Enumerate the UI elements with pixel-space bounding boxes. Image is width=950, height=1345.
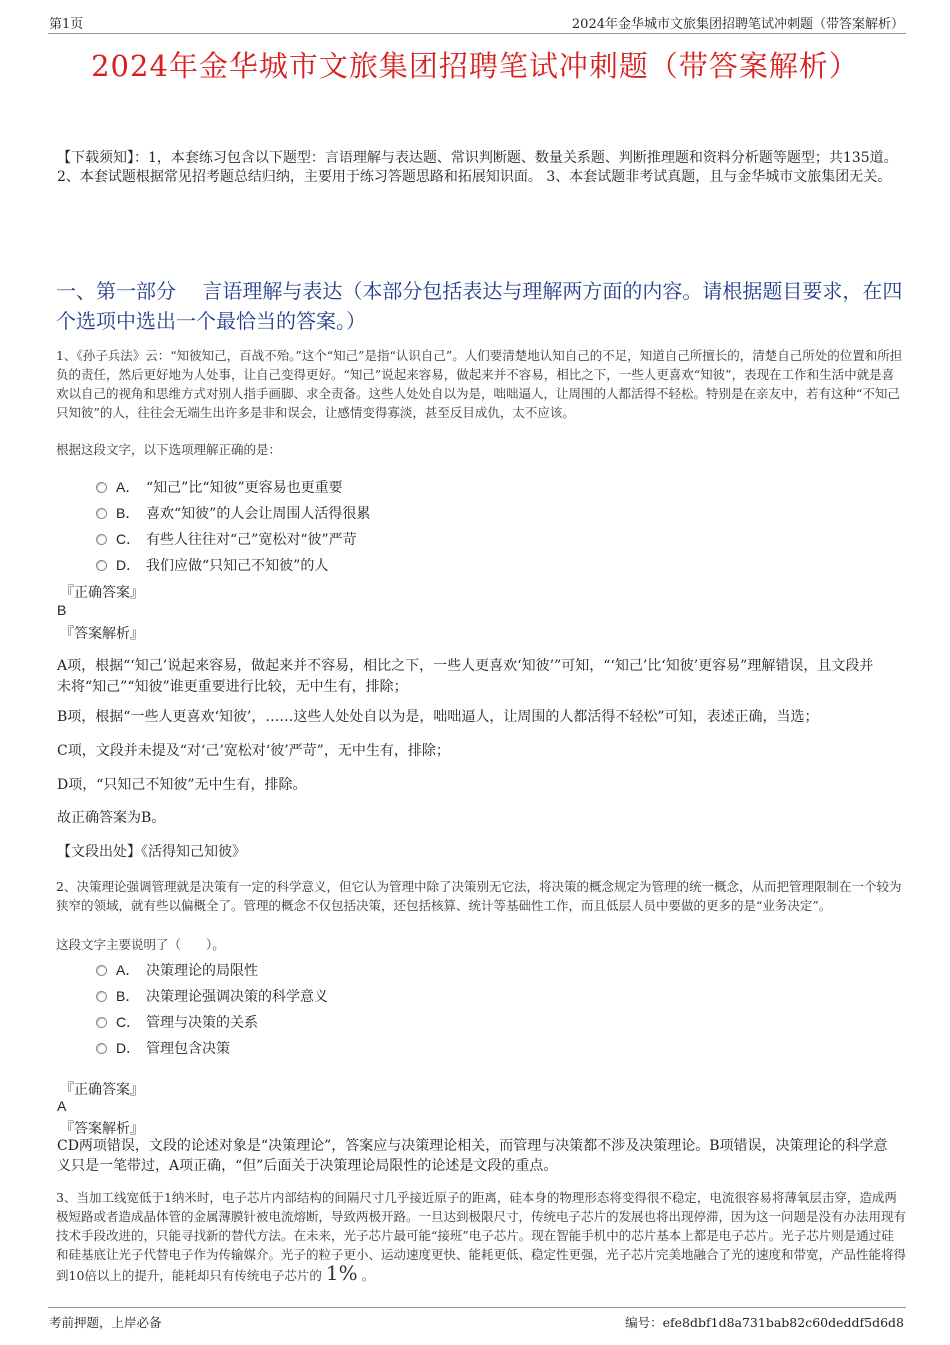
- q2-option-a[interactable]: [96, 960, 258, 980]
- question-1-prompt: 根据这段文字，以下选项理解正确的是：: [56, 442, 282, 457]
- radio-icon[interactable]: [96, 508, 107, 519]
- option-text: 决策理论的局限性: [146, 963, 258, 979]
- option-text: “知己”比“知彼”更容易也更重要: [146, 480, 343, 496]
- option-text: 有些人往往对“己”宽松对“彼”严苛: [146, 532, 357, 548]
- radio-icon[interactable]: [96, 1017, 107, 1028]
- option-letter: C．: [116, 531, 141, 547]
- option-text: 管理与决策的关系: [146, 1015, 258, 1031]
- option-letter: D．: [116, 1040, 141, 1056]
- question-1-stem: 1、《孙子兵法》云：“知彼知己，百战不殆。”这个“知己”是指“认识自己”。人们要清楚地认知自己的不足，知道自己所擅长的，清楚自己所处的位置和所担负的责任，然后更好地为人处事，让自己变得更好。“知己”说起来容易，做起来并不容易，相比之下，一些人更喜欢“知彼”，表现在工作和生活中就是喜欢以自己的视角和思维方式对别人指手画脚、求全责备。这些人处处自以为是，咄咄逼人，让周围的人都活得不轻松。特别是在亲友中，若有这种“不知己只知彼”的人，往往会无端生出许多是非和误会，让感情变得寡淡，甚至反目成仇，太不应该。: [56, 348, 903, 420]
- answer-value: B: [57, 602, 67, 618]
- download-notice: 【下载须知】：1，本套练习包含以下题型：言语理解与表达题、常识判断题、数量关系题、判断推理题和资料分析题等题型；共135道。 2、本套试题根据常见招考题总结归纳，主要用于练习答题思路和拓展知识面。 3、本套试题非考试真题，且与金华城市文旅集团无关。: [57, 150, 898, 185]
- question-3-end: 。: [361, 1268, 375, 1283]
- option-letter: A．: [116, 962, 140, 978]
- answer-label: 『正确答案』: [60, 585, 144, 601]
- source-citation: 【文段出处】《活得知己知彼》: [57, 844, 246, 860]
- option-letter: B．: [116, 505, 140, 521]
- q2-option-d[interactable]: [96, 1038, 230, 1058]
- q2-option-c[interactable]: [96, 1012, 258, 1032]
- answer-label: 『正确答案』: [60, 1082, 144, 1098]
- q1-option-a[interactable]: [96, 477, 343, 497]
- header-divider: [48, 33, 906, 34]
- document-title: 2024年金华城市文旅集团招聘笔试冲刺题（带答案解析）: [91, 49, 859, 83]
- analysis-item: A项，根据“‘知己’说起来容易，做起来并不容易，相比之下，一些人更喜欢‘知彼’”可知，“‘知己’比‘知彼’更容易”理解错误，且文段并未将“知己”“知彼”谁更重要进行比较，无中生有，排除；: [57, 658, 874, 695]
- option-letter: A．: [116, 479, 140, 495]
- analysis-item: C项，文段并未提及“对‘己’宽松对‘彼’严苛”，无中生有，排除；: [57, 743, 450, 759]
- analysis-label: 『答案解析』: [60, 626, 144, 642]
- radio-icon[interactable]: [96, 560, 107, 571]
- radio-icon[interactable]: [96, 1043, 107, 1054]
- question-3-text: 3、当加工线宽低于1纳米时，电子芯片内部结构的间隔尺寸几乎接近原子的距离，硅本身的物理形态将变得很不稳定，电流很容易将薄氧层击穿，造成两极短路或者造成晶体管的金属薄膜针被电流熔断，导致两极开路。一旦达到极限尺寸，传统电子芯片的发展也将出现停滞，因为这一问题是没有办法用现有技术手段改进的，只能寻找新的替代方法。在未来，光子芯片最可能“接班”电子芯片。现在智能手机中的芯片基本上都是电子芯片。光子芯片则是通过硅和硅基底让光子代替电子作为传输媒介。光子的粒子更小、运动速度更快、能耗更低、稳定性更强，光子芯片完美地融合了光的速度和带宽，产品性能将得到10倍以上的提升，能耗却只有传统电子芯片的: [56, 1190, 907, 1283]
- q2-option-b[interactable]: [96, 986, 328, 1006]
- radio-icon[interactable]: [96, 965, 107, 976]
- option-letter: D．: [116, 557, 141, 573]
- fraction-value: 1%: [325, 1261, 358, 1285]
- analysis-item: B项，根据“一些人更喜欢‘知彼’，……这些人处处自以为是，咄咄逼人，让周围的人都活得不轻松”可知，表述正确，当选；: [57, 709, 819, 725]
- q1-option-b[interactable]: [96, 503, 370, 523]
- question-3-stem: [56, 1188, 906, 1285]
- running-header-title: 2024年金华城市文旅集团招聘笔试冲刺题（带答案解析）: [571, 17, 904, 32]
- question-2-prompt: 这段文字主要说明了（ ）。: [56, 937, 225, 952]
- footer-slogan: 考前押题，上岸必备: [49, 1315, 162, 1330]
- option-text: 我们应做“只知己不知彼”的人: [146, 558, 329, 574]
- radio-icon[interactable]: [96, 534, 107, 545]
- answer-value: A: [57, 1098, 67, 1114]
- radio-icon[interactable]: [96, 482, 107, 493]
- radio-icon[interactable]: [96, 991, 107, 1002]
- q1-option-c[interactable]: [96, 529, 357, 549]
- option-letter: C．: [116, 1014, 141, 1030]
- option-letter: B．: [116, 988, 140, 1004]
- analysis-label: 『答案解析』: [60, 1121, 144, 1137]
- analysis-conclusion: 故正确答案为B。: [57, 810, 166, 826]
- q1-option-d[interactable]: [96, 555, 328, 575]
- option-text: 决策理论强调决策的科学意义: [146, 989, 328, 1005]
- option-text: 管理包含决策: [146, 1041, 230, 1057]
- section-heading: 一、第一部分 言语理解与表达（本部分包括表达与理解两方面的内容。请根据题目要求，在四个选项中选出一个最恰当的答案。）: [56, 279, 903, 333]
- analysis-item: D项，“只知己不知彼”无中生有，排除。: [57, 777, 307, 793]
- footer-divider: [48, 1307, 906, 1308]
- question-2-stem: 2、决策理论强调管理就是决策有一定的科学意义，但它认为管理中除了决策别无它法，将决策的概念规定为管理的统一概念，从而把管理限制在一个较为狭窄的领域，就有些以偏概全了。管理的概念不仅包括决策，还包括核算、统计等基础性工作，而且低层人员中要做的更多的是“业务决定”。: [56, 879, 902, 913]
- analysis-text: CD两项错误，文段的论述对象是“决策理论”，答案应与决策理论相关，而管理与决策都不涉及决策理论。B项错误，决策理论的科学意义只是一笔带过，A项正确，“但”后面关于决策理论局限性的论述是文段的重点。: [57, 1138, 888, 1174]
- document-id: 编号：efe8dbf1d8a731bab82c60deddf5d6d8: [625, 1315, 904, 1330]
- page-number: 第1页: [49, 17, 84, 32]
- option-text: 喜欢“知彼”的人会让周围人活得很累: [146, 506, 371, 522]
